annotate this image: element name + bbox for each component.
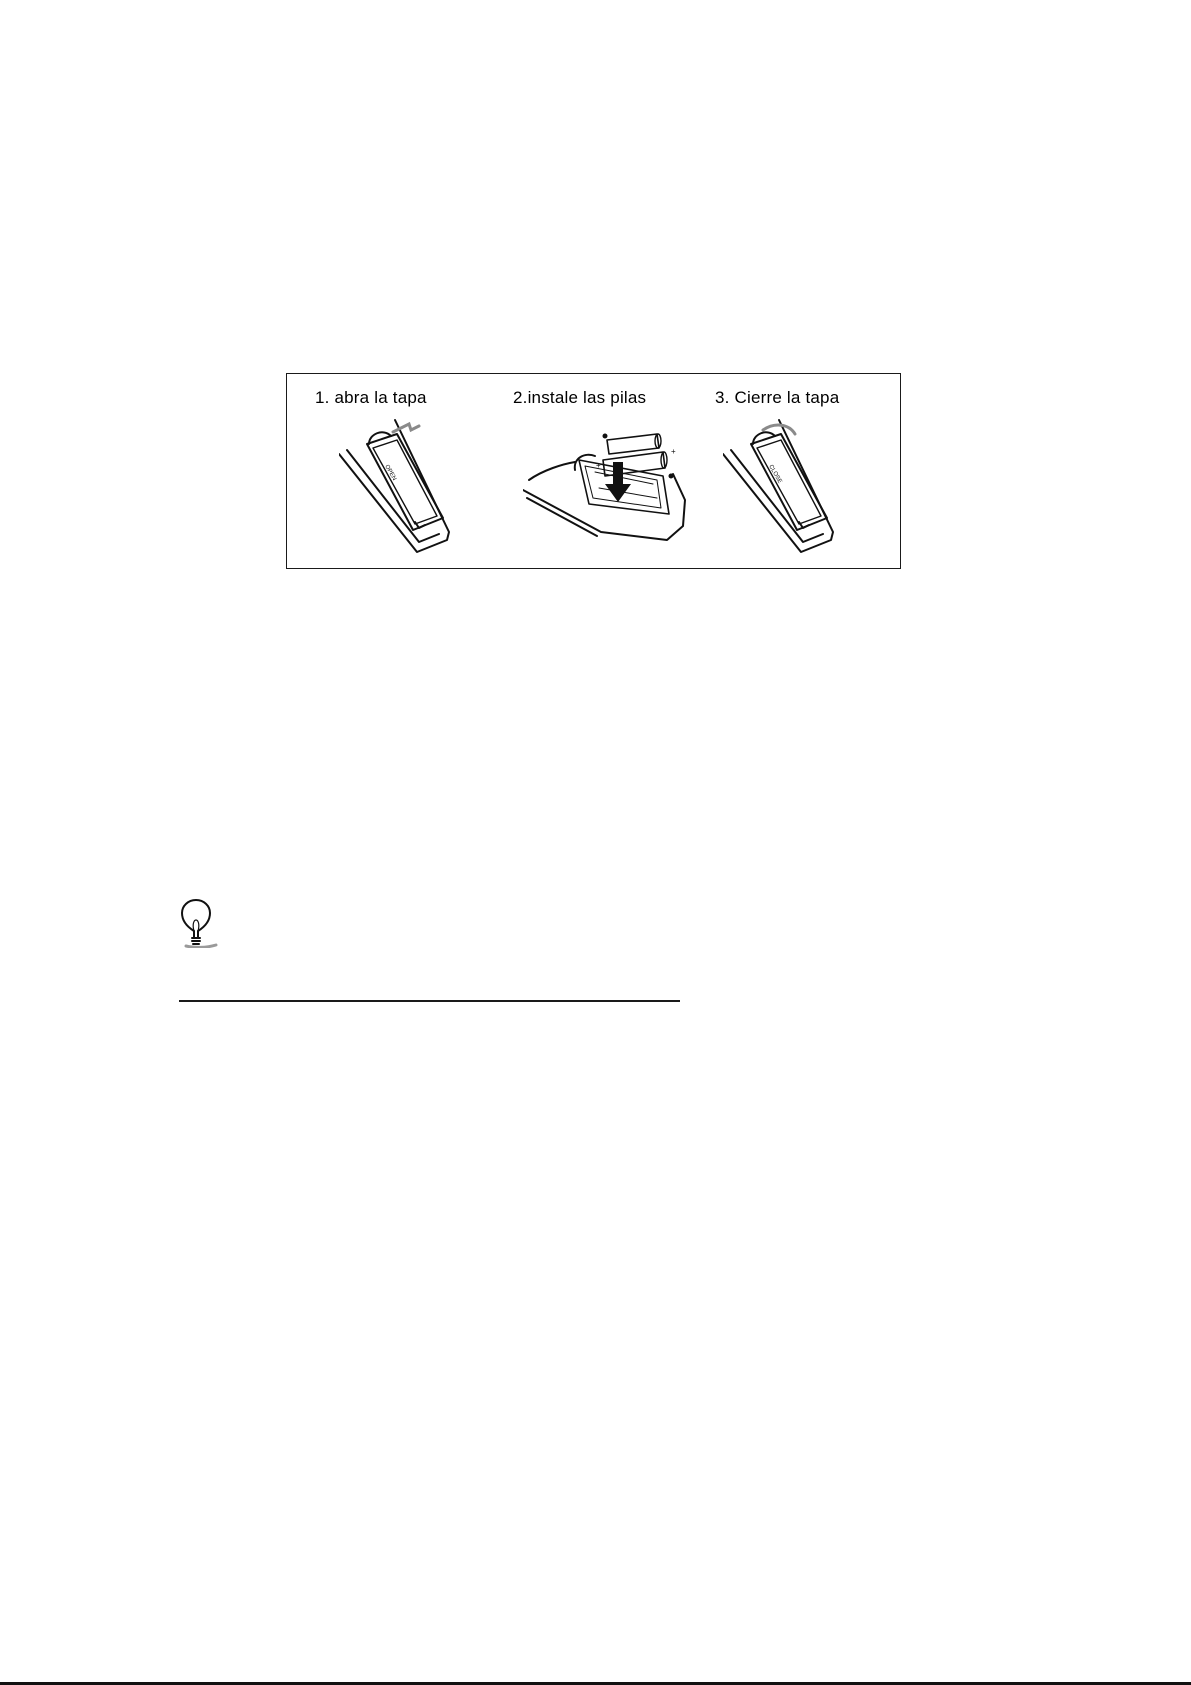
battery-installation-figure	[286, 373, 901, 569]
section-divider	[179, 1000, 680, 1002]
open-cover-illustration	[339, 414, 479, 554]
svg-text:+: +	[671, 447, 676, 456]
install-batteries-illustration	[523, 414, 693, 554]
close-cover-illustration	[723, 414, 873, 554]
step-2-label: 2.instale las pilas	[513, 388, 647, 407]
step-1-label: 1. abra la tapa	[315, 388, 427, 407]
step-3-label: 3. Cierre la tapa	[715, 388, 840, 407]
lightbulb-icon	[176, 898, 218, 948]
close-text: CLOSE	[767, 464, 783, 485]
svg-text:+: +	[596, 461, 601, 470]
open-text: OPEN	[383, 464, 397, 482]
